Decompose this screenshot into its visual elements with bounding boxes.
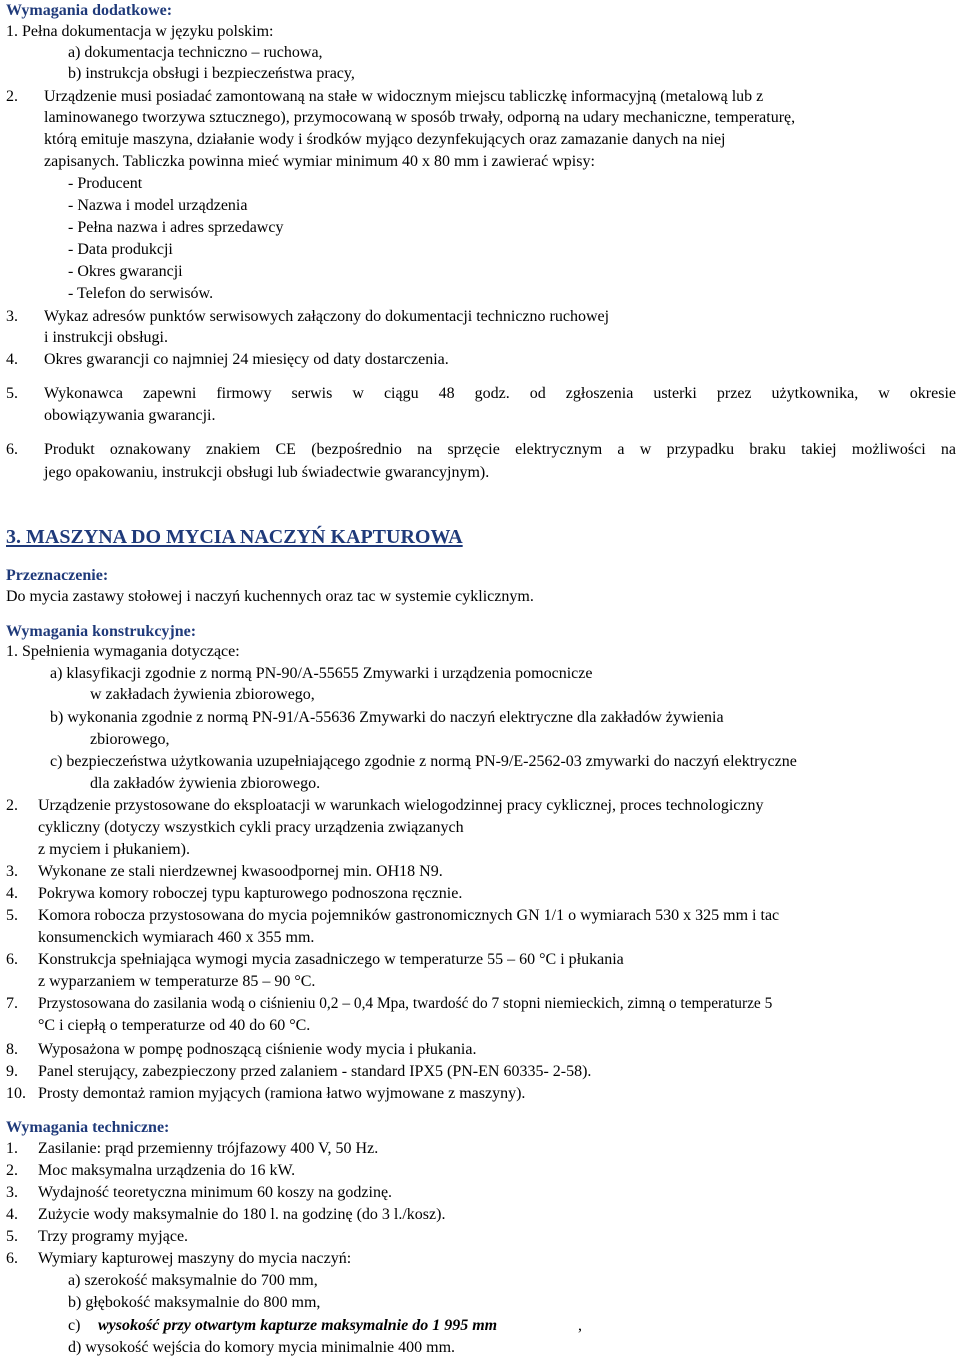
- paragraph-line: Konstrukcja spełniająca wymogi mycia zasadniczego w temperaturze 55 – 60 °C i płukania: [38, 951, 624, 968]
- paragraph-line: którą emituje maszyna, działanie wody i środków myjąco dezynfekujących oraz zamazanie danych na niej: [44, 131, 726, 148]
- list-number: 6.: [6, 1250, 18, 1267]
- paragraph-line: Wyposażona w pompę podnoszącą ciśnienie wody mycia i płukania.: [38, 1041, 477, 1058]
- list-item: c) bezpieczeństwa użytkowania uzupełniającego zgodnie z normą PN-9/E-2562-03 zmywarki do naczyń elektryczne: [50, 753, 797, 770]
- paragraph-line: Urządzenie musi posiadać zamontowaną na stałe w widocznym miejscu tabliczkę informacyjną (metalową lub z: [44, 88, 764, 105]
- heading-technical-requirements: Wymagania techniczne:: [6, 1119, 170, 1136]
- list-item: dla zakładów żywienia zbiorowego.: [90, 775, 321, 792]
- paragraph-line: Komora robocza przystosowana do mycia pojemników gastronomicznych GN 1/1 o wymiarach 530 x 325 mm i tac: [38, 907, 780, 924]
- list-number: 4.: [6, 885, 18, 902]
- section-title: 3. MASZYNA DO MYCIA NACZYŃ KAPTUROWA: [6, 526, 463, 548]
- list-item: a) klasyfikacji zgodnie z normą PN-90/A-55655 Zmywarki i urządzenia pomocnicze: [50, 665, 593, 682]
- heading-construction-requirements: Wymagania konstrukcyjne:: [6, 623, 197, 640]
- paragraph-line: Prosty demontaż ramion myjących (ramiona łatwo wyjmowane z maszyny).: [38, 1085, 526, 1102]
- paragraph-line: Przystosowana do zasilania wodą o ciśnieniu 0,2 – 0,4 Mpa, twardość do 7 stopni niemieckich, zimną o temperaturze 5: [38, 995, 773, 1012]
- list-item: - Okres gwarancji: [68, 263, 183, 280]
- paragraph-line: z wyparzaniem w temperaturze 85 – 90 °C.: [38, 973, 316, 990]
- list-number: 6.: [6, 951, 18, 968]
- list-item: w zakładach żywienia zbiorowego,: [90, 686, 315, 703]
- list-item: - Telefon do serwisów.: [68, 285, 214, 302]
- list-number: 6.: [6, 441, 18, 458]
- paragraph-line: Urządzenie przystosowane do eksploatacji w warunkach wielogodzinnej pracy cyklicznej, proces technologiczny: [38, 797, 764, 814]
- list-number: 4.: [6, 1206, 18, 1223]
- paragraph-line: laminowanego tworzywa sztucznego), przymocowaną w sposób trwały, odporną na udary mechaniczne, temperaturę,: [44, 109, 796, 126]
- paragraph-line: Wykonane ze stali nierdzewnej kwasoodpornej min. OH18 N9.: [38, 863, 443, 880]
- list-item: a) szerokość maksymalnie do 700 mm,: [68, 1272, 318, 1289]
- paragraph-line: obowiązywania gwarancji.: [44, 407, 216, 424]
- list-number: 4.: [6, 351, 18, 368]
- list-item: a) dokumentacja techniczno – ruchowa,: [68, 44, 323, 61]
- paragraph-line: Wykonawca zapewni firmowy serwis w ciągu 48 godz. od zgłoszenia usterki przez użytkownika, w okresie: [44, 385, 956, 402]
- list-item: - Producent: [68, 175, 143, 192]
- list-item: - Pełna nazwa i adres sprzedawcy: [68, 219, 284, 236]
- list-item: Wydajność teoretyczna minimum 60 koszy na godzinę.: [38, 1184, 393, 1201]
- list-item: Moc maksymalna urządzenia do 16 kW.: [38, 1162, 296, 1179]
- paragraph-line: Pokrywa komory roboczej typu kapturowego podnoszona ręcznie.: [38, 885, 463, 902]
- paragraph-line: cykliczny (dotyczy wszystkich cykli pracy urządzenia związanych: [38, 819, 464, 836]
- list-item: b) instrukcja obsługi i bezpieczeństwa pracy,: [68, 65, 355, 82]
- list-number: 1.: [6, 1140, 18, 1157]
- list-item-punctuation: ,: [578, 1317, 582, 1334]
- list-item: zbiorowego,: [90, 731, 170, 748]
- list-number: 2.: [6, 88, 18, 105]
- list-number: 5.: [6, 907, 18, 924]
- list-item: Zużycie wody maksymalnie do 180 l. na godzinę (do 3 l./kosz).: [38, 1206, 446, 1223]
- paragraph-line: jego opakowaniu, instrukcji obsługi lub świadectwie gwarancyjnym).: [44, 464, 490, 481]
- list-item: 1. Pełna dokumentacja w języku polskim:: [6, 23, 274, 40]
- paragraph-line: Produkt oznakowany znakiem CE (bezpośrednio na sprzęcie elektrycznym a w przypadku braku takiej możliwości na: [44, 441, 956, 458]
- paragraph-line: konsumenckich wymiarach 460 x 355 mm.: [38, 929, 315, 946]
- list-item: - Nazwa i model urządzenia: [68, 197, 248, 214]
- list-item: Wymiary kapturowej maszyny do mycia naczyń:: [38, 1250, 352, 1267]
- list-number: 9.: [6, 1063, 18, 1080]
- paragraph-line: Panel sterujący, zabezpieczony przed zalaniem - standard IPX5 (PN-EN 60335- 2-58).: [38, 1063, 592, 1080]
- paragraph-line: °C i ciepłą o temperaturze od 40 do 60 °C.: [38, 1017, 311, 1034]
- list-item: d) wysokość wejścia do komory mycia minimalnie 400 mm.: [68, 1339, 456, 1356]
- list-item-marker: c): [68, 1317, 81, 1334]
- paragraph-line: i instrukcji obsługi.: [44, 329, 168, 346]
- list-number: 2.: [6, 1162, 18, 1179]
- list-number: 2.: [6, 797, 18, 814]
- list-number: 10.: [6, 1085, 26, 1102]
- list-item: b) głębokość maksymalnie do 800 mm,: [68, 1294, 321, 1311]
- paragraph-line: Okres gwarancji co najmniej 24 miesięcy od daty dostarczenia.: [44, 351, 449, 368]
- list-item: - Data produkcji: [68, 241, 173, 258]
- list-item: Zasilanie: prąd przemienny trójfazowy 400 V, 50 Hz.: [38, 1140, 379, 1157]
- heading-purpose: Przeznaczenie:: [6, 567, 109, 584]
- paragraph-line: z myciem i płukaniem).: [38, 841, 190, 858]
- list-item-emphasis: wysokość przy otwartym kapturze maksymalnie do 1 995 mm: [98, 1317, 498, 1334]
- list-item: Trzy programy myjące.: [38, 1228, 189, 1245]
- list-number: 7.: [6, 995, 18, 1012]
- paragraph-line: zapisanych. Tabliczka powinna mieć wymiar minimum 40 x 80 mm i zawierać wpisy:: [44, 153, 595, 170]
- list-number: 3.: [6, 863, 18, 880]
- list-number: 5.: [6, 1228, 18, 1245]
- heading-additional-requirements: Wymagania dodatkowe:: [6, 2, 173, 19]
- list-item: b) wykonania zgodnie z normą PN-91/A-55636 Zmywarki do naczyń elektryczne dla zakładów żywienia: [50, 709, 724, 726]
- list-item: 1. Spełnienia wymagania dotyczące:: [6, 643, 240, 660]
- list-number: 5.: [6, 385, 18, 402]
- paragraph-line: Wykaz adresów punktów serwisowych załączony do dokumentacji techniczno ruchowej: [44, 308, 610, 325]
- list-number: 3.: [6, 1184, 18, 1201]
- list-number: 3.: [6, 308, 18, 325]
- paragraph-line: Do mycia zastawy stołowej i naczyń kuchennych oraz tac w systemie cyklicznym.: [6, 588, 534, 605]
- list-number: 8.: [6, 1041, 18, 1058]
